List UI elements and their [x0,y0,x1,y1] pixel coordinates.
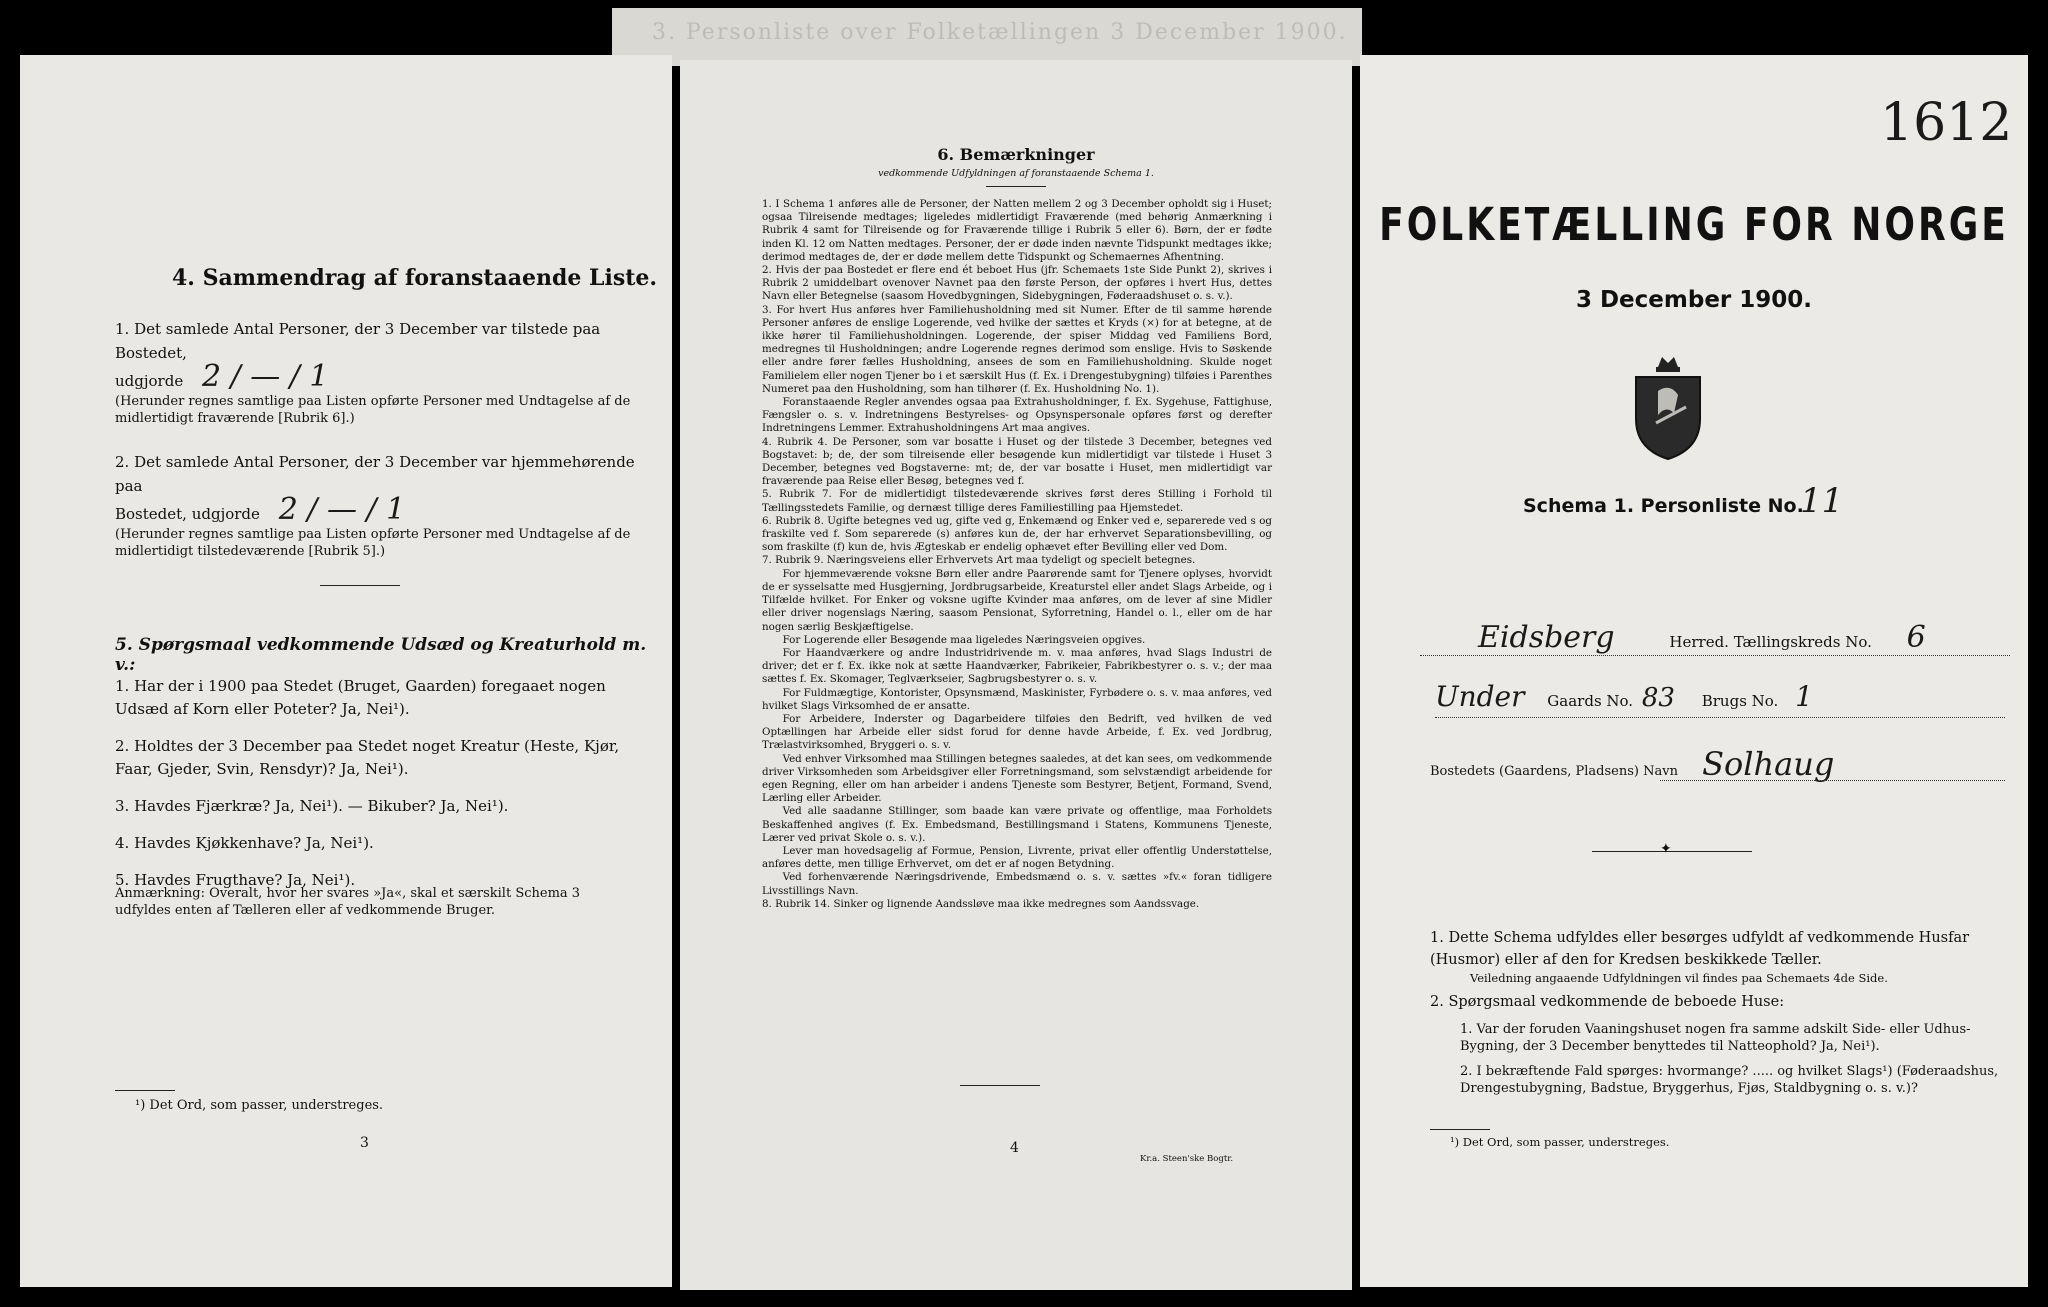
remark-item: 8. Rubrik 14. Sinker og lignende Aandssløve maa ikke medregnes som Aandssvage. [762,897,1200,910]
remark-item: 7. Rubrik 9. Næringsveiens eller Erhvervets Art maa tydeligt og specielt betegnes. [762,554,1196,567]
herred-value: Eidsberg [1478,620,1615,655]
section5-questions [115,675,635,894]
remark-item: For Fuldmægtige, Kontorister, Opsynsmænd, Maskinister, Fyrbødere o. s. v. maa anføres, ved hvilket Slags Virksomhed de er ansatte. [762,686,1272,712]
back-page-tab [612,8,1362,66]
bosted-label: Bostedets (Gaardens, Pladsens) Navn [1430,764,1678,779]
remarks-subtitle: vedkommende Udfyldningen af foranstaaende Schema 1. [878,168,1154,179]
bosted-line [1430,745,2010,783]
item2 [115,450,635,560]
remark-item: 2. Hvis der paa Bostedet er flere end ét beboet Hus (jfr. Schemaets 1ste Side Punkt 2), skrives i Rubrik 2 umiddelbart ovenover Navnet paa den første Person, der opføres i hvert Hus, dettes Navn eller Betegnelse (saasom Hovedbygningen, Sidebygningen, Føderaadshuset o. s. v.). [762,264,1272,303]
archive-number: 1612 [1880,93,2013,153]
herred-line [1418,620,2008,655]
printer-mark: Kr.a. Steen'ske Bogtr. [1140,1154,1234,1164]
middle-page [680,60,1352,1290]
remark-item: 6. Rubrik 8. Ugifte betegnes ved ug, gifte ved g, Enkemænd og Enker ved e, separerede ved s og fraskilte ved f. Som separerede (s) anføres kun de, der har erhvervet Separationsbevilling, og som fraskilte (f) kun de, hvis Ægteskab er endelig ophævet efter Bevilling eller ved Dom. [762,514,1272,554]
remark-item: 5. Rubrik 7. For de midlertidigt tilstedeværende skrives først deres Stilling i Forhold til Tællingsstedets Familie, og dernæst tillige deres Familiestilling paa Hjemstedet. [762,488,1272,514]
schema-number: 11 [1800,481,1844,521]
remark-item: For Haandværkere og andre Industridrivende m. v. maa anføres, hvad Slags Industri de driver; det er f. Ex. ikke nok at sætte Haandværker, Fabrikeier, Fabrikbestyrer o. s. v.; der maa sættes f. Ex. Skomager, Teglværkseier, Sagbrugsbestyrer o. s. v. [762,646,1272,686]
section4-title: 4. Sammendrag af foranstaaende Liste. [172,265,658,291]
gaards-value: 83 [1641,683,1675,713]
remarks-list [762,198,1272,911]
page-number: 4 [1010,1140,1019,1156]
bottom-rule [960,1085,1040,1086]
item1-text: 1. Det samlede Antal Personer, der 3 December var tilstede paa Bostedet, [115,320,601,362]
question-2: 2. Holdtes der 3 December paa Stedet noget Kreatur (Heste, Kjør, Faar, Gjeder, Svin, Rensdyr)? Ja, Nei¹). [115,737,620,778]
bosted-value: Solhaug [1702,745,1835,783]
footnote: ¹) Det Ord, som passer, understreges. [135,1098,384,1113]
item2-text: 2. Det samlede Antal Personer, der 3 December var hjemmehørende paa [115,453,635,495]
remarks-title: 6. Bemærkninger [937,145,1095,164]
bosted-dots [1660,780,2005,781]
question-4: 4. Havdes Kjøkkenhave? Ja, Nei¹). [115,834,374,852]
footnote: ¹) Det Ord, som passer, understreges. [1450,1135,1670,1149]
gaards-prefix: Under [1435,680,1525,713]
schema-label: Schema 1. Personliste No. [1523,495,1804,517]
item1 [115,317,635,427]
remark-item: 1. I Schema 1 anføres alle de Personer, der Natten mellem 2 og 3 December opholdt sig i Huset; ogsaa Tilreisende medtages; ligeledes midlertidigt Fraværende (med behørig Anmærkning i Rubrik 4 samt for Tilreisende og for Fraværende tillige i Rubrik 5 eller 6). Børn, der er fødte inden Kl. 12 om Natten medtages. Personer, der er døde inden nævnte Tidspunkt medtages ikke; derimod medtages de, der er døde mellem dette Tidspunkt og Schemaernes Afhentning. [762,198,1272,263]
remark-item: Ved forhenværende Næringsdrivende, Embedsmænd o. s. v. sættes »fv.« foran tidligere Livsstillings Navn. [762,871,1272,897]
question-5: 5. Havdes Frugthave? Ja, Nei¹). [115,871,356,889]
main-title: FOLKETÆLLING FOR NORGE [1379,199,2009,252]
item2-note: (Herunder regnes samtlige paa Listen opførte Personer med Undtagelse af de midlertidigt tilstedeværende [Rubrik 5].) [115,527,631,559]
item1-note: (Herunder regnes samtlige paa Listen opførte Personer med Undtagelse af de midlertidigt fraværende [Rubrik 6].) [115,394,631,426]
census-date: 3 December 1900. [1575,287,1813,313]
item2-label: Bostedet, udgjorde [115,505,260,523]
brugs-value: 1 [1795,680,1813,713]
coat-of-arms-icon [1628,353,1708,463]
remark-item: Ved alle saadanne Stillinger, som baade kan være private og offentlige, maa Forholdets Beskaffenhed angives (f. Ex. Embedsmand, Bestillingsmand i Statens, Kommunens Tjeneste, Lærer ved privat Skole o. s. v.). [762,805,1272,844]
remark-item: Lever man hovedsagelig af Formue, Pension, Livrente, privat eller offentlig Understøttelse, anføres dette, men tillige Erhvervet, om det er af nogen Betydning. [762,844,1272,871]
remark-item: Foranstaaende Regler anvendes ogsaa paa Extrahusholdninger, f. Ex. Sygehuse, Fattighuse, Fængsler o. s. v. Indretningens Bestyrelses- og Opsynspersonale opføres først og derefter Indretningens Lemmer. Extrahusholdningens Art maa angives. [762,396,1272,435]
house-question-1: 1. Var der foruden Vaaningshuset nogen fra samme adskilt Side- eller Udhus-Bygning, der 3 December benyttedes til Natteophold? Ja, Nei¹). [1460,1021,1971,1054]
item1-label: udgjorde [115,372,184,390]
remark-item: Ved enhver Virksomhed maa Stillingen betegnes saaledes, at det kan sees, om vedkommende driver Virksomheden som Arbeidsgiver eller Forretningsmand, som selvstændigt arbeidende for egen Regning, eller om han arbeider i andens Tjeneste som Bestyrer, Betjent, Formand, Svend, Lærling eller Arbeider. [762,752,1272,805]
faint-title: 3. Personliste over Folketællingen 3 December 1900. [652,20,1348,45]
remark-item: 3. For hvert Hus anføres hver Familiehusholdning med sit Numer. Efter de til samme hørende Personer anføres de enslige Logerende, ved hvilke der sættes et Kryds (×) for at betegne, at de ikke hører til Familiehusholdningen. Logerende, der spiser Middag ved Familiens Bord, medregnes til Husholdningen; andre Logerende regnes derimod som enslige. Hvis to Søskende eller andre fører fælles Husholdning, ansees de som en Familiehusholdning. Skulde noget Familielem eller nogen Tjener bo i et særskilt Hus (f. Ex. i Drengestubygning) tilføies i Parenthes Numeret paa den Husholdning, som han tilhører (f. Ex. Husholdning No. 1). [762,303,1272,395]
remark-item: For Arbeidere, Inderster og Dagarbeidere tilføies den Bedrift, ved hvilken de ved Optællingen har Arbeide eller sidst forud for denne havde Arbeide, f. Ex. ved Jordbrug, Trælastvirksomhed, Bryggeri o. s. v. [762,712,1272,752]
question-1: 1. Har der i 1900 paa Stedet (Bruget, Gaarden) foregaaet nogen Udsæd af Korn eller Poteter? Ja, Nei¹). [115,677,606,718]
kreds-value: 6 [1906,620,1926,655]
house-question-2: 2. I bekræftende Fald spørges: hvormange? ..... og hvilket Slags¹) (Føderaadshus, Drengestubygning, Badstue, Bryggerhus, Fjøs, Staldbygning o. s. v.)? [1460,1063,1999,1096]
question-3: 3. Havdes Fjærkræ? Ja, Nei¹). — Bikuber? Ja, Nei¹). [115,797,509,815]
instruction-2: 2. Spørgsmaal vedkommende de beboede Huse: [1430,993,1785,1010]
remark-item: For hjemmeværende voksne Børn eller andre Paarørende samt for Tjenere oplyses, hvorvidt de er sysselsatte med Husgjerning, Jordbrugsarbeide, Kreaturstel eller andet Slags Arbeide, og i Tilfælde hvilket. For Enker og voksne ugifte Kvinder maa anføres, om de lever af sine Midler eller driver nogenslags Næring, saasom Pensionat, Syforretning, Handel o. l., eller om de har nogen særlig Beskjæftigelse. [762,567,1272,633]
title-rule [986,186,1046,187]
divider [320,585,400,586]
instruction-1: 1. Dette Schema udfyldes eller besørges udfyldt af vedkommende Husfar (Husmor) eller af den for Kredsen beskikkede Tæller. [1430,930,1970,968]
gaards-line [1435,680,2015,713]
page-number: 3 [360,1135,369,1151]
instruction-1-sub: Veiledning angaaende Udfyldningen vil findes paa Schemaets 4de Side. [1470,971,1888,985]
item1-handwritten: 2 / — / 1 [201,359,329,394]
right-page [1360,55,2028,1287]
footnote-rule [1430,1129,1490,1130]
left-page [20,55,672,1287]
item2-handwritten: 2 / — / 1 [278,492,406,527]
gaards-label: Gaards No. [1547,692,1634,710]
herred-dots [1420,655,2010,656]
remark-item: 4. Rubrik 4. De Personer, som var bosatte i Huset og der tilstede 3 December, betegnes ved Bogstavet: b; de, der som tilreisende eller besøgende kun midlertidigt var tilstede i Huset 3 December, betegnes ved Bogstaverne: mt; de, der var bosatte i Huset, men midlertidigt var fraværende paa Reise eller Besøg, betegnes ved f. [762,435,1272,488]
ornament-rule [1592,851,1752,852]
remark: Anmærkning: Overalt, hvor her svares »Ja«, skal et særskilt Schema 3 udfyldes enten af Tælleren eller af vedkommende Bruger. [115,886,581,918]
herred-label: Herred. Tællingskreds No. [1669,633,1872,651]
remark-item: For Logerende eller Besøgende maa ligeledes Næringsveien opgives. [782,633,1146,646]
brugs-label: Brugs No. [1701,692,1779,710]
footnote-rule [115,1090,175,1091]
gaards-dots [1435,717,2005,718]
ornament-icon: ✦ [1660,841,1672,857]
instructions [1430,927,2015,1097]
section5-title: 5. Spørgsmaal vedkommende Udsæd og Kreaturhold m. v.: [115,635,647,675]
